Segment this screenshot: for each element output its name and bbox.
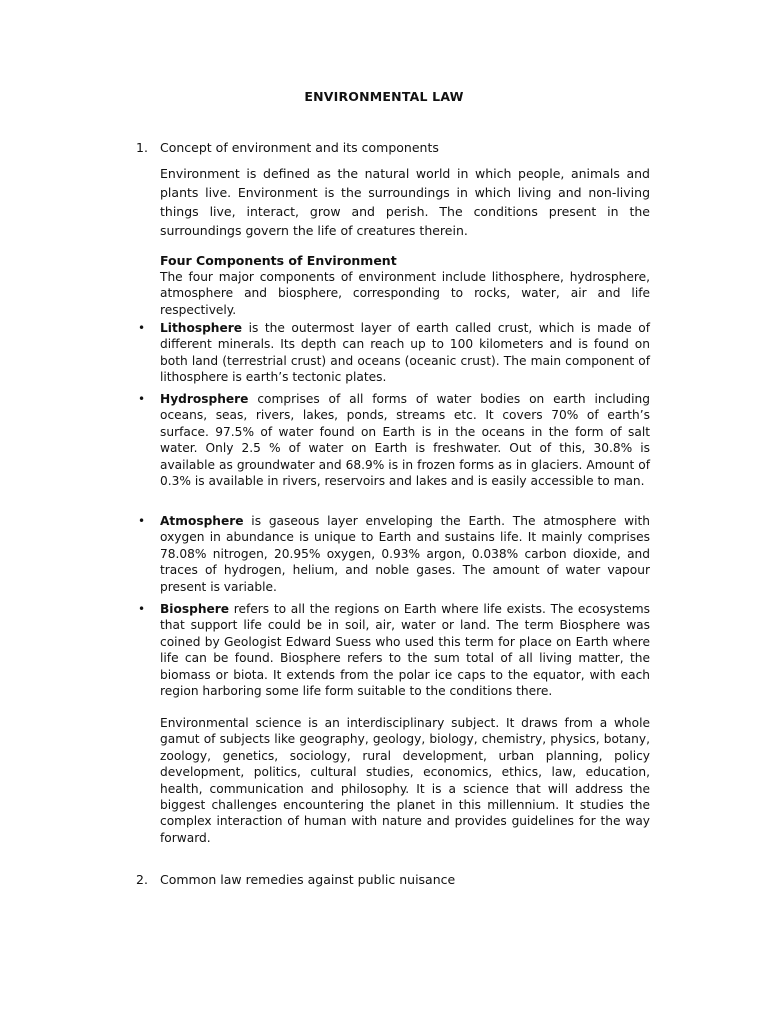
bullet-biosphere-text [160, 601, 650, 699]
bullet-lithosphere [138, 320, 650, 386]
components-heading: Four Components of Environment [160, 253, 397, 268]
term-atmosphere: Atmosphere [160, 514, 244, 528]
section-1-number: 1. [136, 140, 148, 155]
term-biosphere: Biosphere [160, 602, 230, 616]
components-intro-paragraph: The four major components of environment include lithosphere, hydrosphere, atmosphere and biosphere, corresponding to rocks, water, air and life respectively. [160, 270, 650, 317]
bullet-atmosphere [138, 513, 650, 595]
term-hydrosphere: Hydrosphere [160, 392, 249, 406]
bullet-icon: • [138, 321, 146, 335]
environmental-science-paragraph: Environmental science is an interdisciplinary subject. It draws from a whole gamut of subjects like geography, geology, biology, chemistry, physics, botany, zoology, genetics, sociology, rural development, urban planning, policy development, politics, cultural studies, economics, ethics, law, education, health, communication and philosophy. It is a science that will address the biggest challenges encountering the planet in this millennium. It studies the complex interaction of human with nature and provides guidelines for the way forward. [160, 716, 650, 845]
atmosphere-description: is gaseous layer enveloping the Earth. The atmosphere with oxygen in abundance is unique to Earth and sustains life. It mainly comprises 78.08% nitrogen, 20.95% oxygen, 0.93% argon, 0.038% carbon dioxide, and traces of hydrogen, helium, and noble gases. The amount of water vapour present is variable. [160, 514, 650, 594]
bullet-icon: • [138, 514, 146, 528]
section-1-heading [136, 140, 439, 155]
section-1-title: Concept of environment and its components [160, 140, 439, 155]
bullet-icon: • [138, 392, 146, 406]
section-2-number: 2. [136, 872, 148, 887]
bullet-biosphere [138, 601, 650, 699]
environment-definition-paragraph: Environment is defined as the natural world in which people, animals and plants live. Environment is the surroundings in which living and non-living things live, interact, grow and perish. The conditions present in the surroundings govern the life of creatures therein. [160, 166, 650, 238]
section-2-heading [136, 872, 455, 887]
bullet-hydrosphere-text [160, 391, 650, 489]
bullet-atmosphere-text [160, 513, 650, 595]
bullet-lithosphere-text [160, 320, 650, 386]
section-2-title: Common law remedies against public nuisance [160, 872, 456, 887]
biosphere-description: refers to all the regions on Earth where life exists. The ecosystems that support life could be in soil, air, water or land. The term Biosphere was coined by Geologist Edward Suess who used this term for place on Earth where life can be found. Biosphere refers to the sum total of all living matter, the biomass or biota. It extends from the polar ice caps to the equator, with each region harboring some life form suitable to the conditions there. [160, 602, 650, 699]
bullet-icon: • [138, 602, 146, 616]
bullet-hydrosphere [138, 391, 650, 489]
lithosphere-description: is the outermost layer of earth called crust, which is made of different minerals. Its depth can reach up to 100 kilometers and is found on both land (terrestrial crust) and oceans (oceanic crust). The main component of lithosphere is earth’s tectonic plates. [160, 321, 650, 385]
document-title: ENVIRONMENTAL LAW [304, 89, 464, 104]
hydrosphere-description: comprises of all forms of water bodies on earth including oceans, seas, rivers, lakes, ponds, streams etc. It covers 70% of earth’s surface. 97.5% of water found on Earth is in the oceans in the form of salt water. Only 2.5 % of water on Earth is freshwater. Out of this, 30.8% is available as groundwater and 68.9% is in frozen forms as in glaciers. Amount of 0.3% is available in rivers, reservoirs and lakes and is easily accessible to man. [160, 392, 650, 489]
term-lithosphere: Lithosphere [160, 321, 243, 335]
